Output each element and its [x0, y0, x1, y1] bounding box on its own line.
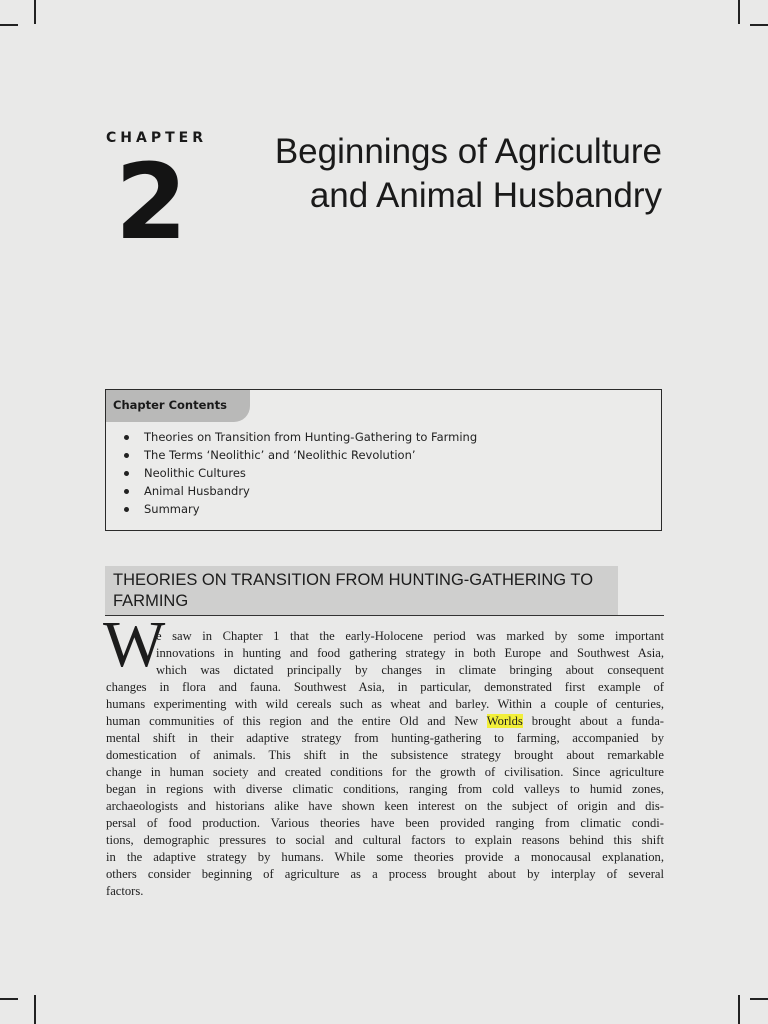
- contents-item: Summary: [122, 500, 477, 518]
- section-heading-line: THEORIES ON TRANSITION FROM HUNTING-GATHERING TO: [113, 571, 594, 589]
- chapter-title: [202, 130, 662, 218]
- contents-item: The Terms ‘Neolithic’ and ‘Neolithic Revolution’: [122, 446, 477, 464]
- body-line: factors.: [106, 884, 144, 898]
- body-line: humans experimenting with wild cereals such as wheat and barley. Within a couple of centuries,: [106, 697, 664, 711]
- contents-item: Animal Husbandry: [122, 482, 477, 500]
- crop-mark-top-left: [34, 0, 36, 24]
- chapter-number: 2: [115, 141, 188, 263]
- section-heading-line: FARMING: [113, 592, 189, 610]
- section-heading: [113, 570, 618, 612]
- chapter-label: CHAPTER: [106, 130, 207, 146]
- body-line: began in regions with diverse climatic conditions, ranging from cold valleys to humid zones,: [106, 782, 664, 796]
- body-text: human communities of this region and the entire Old and New: [106, 714, 487, 728]
- section-heading-rule: [105, 615, 664, 616]
- crop-mark-top-left-h: [0, 24, 18, 26]
- chapter-contents-list: [122, 428, 477, 518]
- body-line: change in human society and created conditions for the growth of civilisation. Since agriculture: [106, 765, 664, 779]
- body-line: which was dictated principally by changes in climate bringing about consequent: [156, 663, 664, 677]
- body-line: tions, demographic pressures to social and cultural factors to explain reasons behind this shift: [106, 833, 664, 847]
- body-line: changes in flora and fauna. Southwest Asia, in particular, demonstrated first example of: [106, 680, 664, 694]
- contents-item: Neolithic Cultures: [122, 464, 477, 482]
- contents-item: Theories on Transition from Hunting-Gathering to Farming: [122, 428, 477, 446]
- crop-mark-bottom-left-h: [0, 998, 18, 1000]
- body-line: innovations in hunting and food gathering strategy in both Europe and Southwest Asia,: [156, 646, 664, 660]
- body-line: others consider beginning of agriculture as a process brought about by interplay of several: [106, 867, 664, 881]
- crop-mark-bottom-left: [34, 995, 36, 1024]
- highlighted-word: Worlds: [486, 714, 523, 728]
- body-line: mental shift in their adaptive strategy from hunting-gathering to farming, accompanied by: [106, 731, 664, 745]
- chapter-contents-box: [105, 389, 662, 531]
- chapter-title-line: and Animal Husbandry: [309, 176, 662, 215]
- crop-mark-bottom-right: [738, 995, 740, 1024]
- crop-mark-top-right-h: [750, 24, 768, 26]
- crop-mark-bottom-right-h: [750, 998, 768, 1000]
- body-line: persal of food production. Various theories have been provided ranging from climatic condi-: [106, 816, 664, 830]
- chapter-contents-heading: Chapter Contents: [113, 398, 227, 412]
- chapter-contents-tab: [106, 390, 250, 422]
- body-line: in the adaptive strategy by humans. While some theories provide a monocausal explanation,: [106, 850, 664, 864]
- chapter-title-line: Beginnings of Agriculture: [274, 132, 662, 171]
- crop-mark-top-right: [738, 0, 740, 24]
- body-line-highlighted: [106, 713, 664, 730]
- body-text: brought about a funda-: [522, 714, 664, 728]
- body-line: e saw in Chapter 1 that the early-Holocene period was marked by some important: [156, 629, 664, 643]
- body-line: archaeologists and historians alike have shown keen interest on the subject of origin and dis-: [106, 799, 664, 813]
- body-line: domestication of animals. This shift in the subsistence strategy brought about remarkable: [106, 748, 664, 762]
- drop-cap: W: [103, 608, 166, 681]
